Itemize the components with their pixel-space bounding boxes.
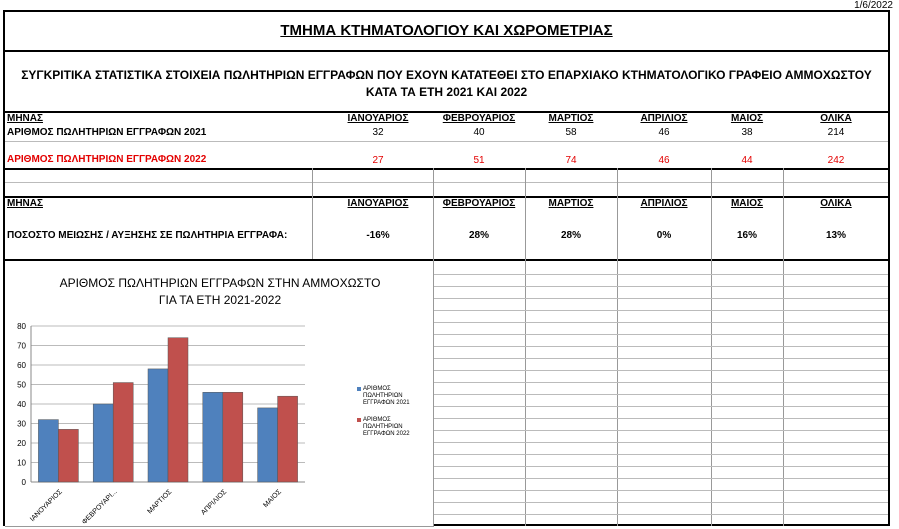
bar-2022-0 [58, 429, 78, 482]
legend-text-2022-l1: ΑΡΙΘΜΟΣ [363, 417, 391, 423]
bar-2022-1 [113, 383, 133, 482]
bar-2022-3 [223, 392, 243, 482]
table1-row-2021 [5, 127, 888, 141]
x-tick-label: ΜΑΙΟΣ [262, 488, 284, 510]
chart-title-line2: ΓΙΑ ΤΑ ΕΤΗ 2021-2022 [158, 293, 282, 307]
pct-feb: 28% [468, 230, 489, 241]
grid-line [433, 478, 888, 479]
pct-may: 16% [736, 230, 757, 241]
cell-2022-may: 44 [741, 155, 753, 166]
cell-2022-jan: 27 [372, 155, 384, 166]
grid-line [433, 430, 888, 431]
divider [5, 259, 888, 261]
col2-header-jan: ΙΑΝΟΥΑΡΙΟΣ [347, 198, 409, 209]
cell-2021-feb: 40 [473, 127, 485, 138]
grid-line [433, 406, 888, 407]
pct-apr: 0% [656, 230, 672, 241]
grid-line [433, 274, 888, 275]
pct-mar: 28% [560, 230, 581, 241]
grid-line [5, 182, 888, 183]
legend-text-2022-l3: ΕΓΓΡΑΦΩΝ 2022 [363, 431, 410, 437]
bar-2021-1 [93, 404, 113, 482]
y-tick-label: 10 [17, 458, 26, 468]
bar-2021-3 [203, 392, 223, 482]
legend-item-2022 [357, 417, 423, 438]
row-2021-label: ΑΡΙΘΜΟΣ ΠΩΛΗΤΗΡΙΩΝ ΕΓΓΡΑΦΩΝ 2021 [7, 127, 207, 138]
legend-text-2021-l1: ΑΡΙΘΜΟΣ [363, 386, 391, 392]
chart-legend [357, 386, 423, 448]
cell-2021-mar: 58 [565, 127, 577, 138]
cell-2022-total: 242 [827, 155, 845, 166]
legend-item-2021 [357, 386, 423, 407]
legend-swatch-2022 [357, 418, 361, 422]
cell-2022-feb: 51 [473, 155, 485, 166]
chart-box [5, 263, 434, 527]
report-sheet [3, 10, 890, 526]
grid-line [433, 382, 888, 383]
month-header-label-2: ΜΗΝΑΣ [7, 198, 43, 209]
table1-header-row [5, 113, 888, 127]
col2-header-apr: ΑΠΡΙΛΙΟΣ [640, 198, 688, 209]
col2-header-feb: ΦΕΒΡΟΥΑΡΙΟΣ [442, 198, 516, 209]
col-header-mar: ΜΑΡΤΙΟΣ [548, 113, 594, 124]
grid-line [433, 442, 888, 443]
cell-2022-apr: 46 [658, 155, 670, 166]
col-line [617, 168, 618, 526]
y-tick-label: 50 [17, 380, 26, 390]
report-date: 1/6/2022 [854, 0, 893, 11]
grid-line [433, 298, 888, 299]
cell-2022-mar: 74 [565, 155, 577, 166]
bar-2021-4 [258, 408, 278, 482]
pct-jan: -16% [366, 230, 390, 241]
legend-swatch-2021 [357, 387, 361, 391]
bar-2021-0 [38, 420, 58, 482]
grid-line [433, 490, 888, 491]
grid-line [433, 394, 888, 395]
bar-2022-4 [278, 396, 298, 482]
y-tick-label: 20 [17, 439, 26, 448]
table2-pct-row [5, 230, 888, 244]
cell-2021-total: 214 [827, 127, 845, 138]
legend-text-2022-l2: ΠΩΛΗΤΗΡΙΩΝ [363, 424, 403, 430]
cell-2021-may: 38 [741, 127, 753, 138]
col-line [312, 168, 313, 259]
col-line [711, 168, 712, 526]
pct-row-label: ΠΟΣΟΣΤΟ ΜΕΙΩΣΗΣ / ΑΥΞΗΣΗΣ ΣΕ ΠΩΛΗΤΗΡΙΑ ΕΓΓΡΑΦΑ: [7, 230, 288, 241]
x-tick-label: ΜΑΡΤΙΟΣ [146, 488, 174, 516]
y-tick-label: 40 [17, 400, 26, 409]
bar-chart [5, 303, 355, 528]
grid-line [5, 141, 888, 142]
grid-line [433, 454, 888, 455]
legend-text-2021-l3: ΕΓΓΡΑΦΩΝ 2021 [363, 400, 410, 406]
grid-line [433, 514, 888, 515]
y-tick-label: 80 [17, 322, 26, 331]
col-header-jan: ΙΑΝΟΥΑΡΙΟΣ [347, 113, 409, 124]
table1-row-2022 [5, 154, 888, 168]
col2-header-total: ΟΛΙΚΑ [820, 198, 852, 209]
grid-line [433, 286, 888, 287]
bar-2021-2 [148, 369, 168, 482]
grid-line [433, 334, 888, 335]
pct-total: 13% [825, 230, 846, 241]
grid-line [433, 502, 888, 503]
col-header-apr: ΑΠΡΙΛΙΟΣ [640, 113, 688, 124]
cell-2021-apr: 46 [658, 127, 670, 138]
col2-header-mar: ΜΑΡΤΙΟΣ [548, 198, 594, 209]
grid-line [433, 418, 888, 419]
y-tick-label: 70 [17, 341, 26, 351]
table2-header-row [5, 198, 888, 212]
grid-line [433, 466, 888, 467]
bar-2022-2 [168, 338, 188, 482]
row-2022-label: ΑΡΙΘΜΟΣ ΠΩΛΗΤΗΡΙΩΝ ΕΓΓΡΑΦΩΝ 2022 [7, 154, 207, 165]
report-subtitle: ΣΥΓΚΡΙΤΙΚΑ ΣΤΑΤΙΣΤΙΚΑ ΣΤΟΙΧΕΙΑ ΠΩΛΗΤΗΡΙΩΝ ΕΓΓΡΑΦΩΝ ΠΟΥ ΕΧΟΥΝ ΚΑΤΑΤΕΘΕΙ ΣΤΟ ΕΠΑΡΧΙΑΚΟ ΚΤΗΜΑΤΟΛΟΓΙΚΟ ΓΡΑΦΕΙΟ ΑΜΜΟΧΩΣΤΟΥ ΚΑΤΑ ΤΑ ΕΤΗ 2021 ΚΑΙ 2022 [21, 68, 872, 99]
grid-line [433, 346, 888, 347]
col-header-feb: ΦΕΒΡΟΥΑΡΙΟΣ [442, 113, 516, 124]
grid-line [433, 370, 888, 371]
col2-header-may: ΜΑΙΟΣ [730, 198, 764, 209]
chart-title-line1: ΑΡΙΘΜΟΣ ΠΩΛΗΤΗΡΙΩΝ ΕΓΓΡΑΦΩΝ ΣΤΗΝ ΑΜΜΟΧΩΣΤΟ [59, 276, 381, 290]
col-header-total: ΟΛΙΚΑ [820, 113, 852, 124]
y-tick-label: 60 [17, 361, 26, 370]
col-line [525, 168, 526, 526]
grid-line [433, 322, 888, 323]
month-header-label: ΜΗΝΑΣ [7, 113, 43, 124]
x-tick-label: ΦΕΒΡΟΥΑΡΙ... [81, 488, 119, 526]
y-tick-label: 0 [21, 478, 26, 487]
divider [5, 50, 888, 52]
col-header-may: ΜΑΙΟΣ [730, 113, 764, 124]
grid-line [433, 310, 888, 311]
x-tick-label: ΙΑΝΟΥΑΡΙΟΣ [29, 488, 64, 524]
x-tick-label: ΑΠΡΙΛΙΟΣ [200, 488, 229, 517]
cell-2021-jan: 32 [372, 127, 384, 138]
legend-text-2021-l2: ΠΩΛΗΤΗΡΙΩΝ [363, 393, 403, 399]
y-tick-label: 30 [17, 419, 26, 429]
department-title: ΤΜΗΜΑ ΚΤΗΜΑΤΟΛΟΓΙΟΥ ΚΑΙ ΧΩΡΟΜΕΤΡΙΑΣ [280, 22, 613, 39]
grid-line [433, 358, 888, 359]
divider [5, 168, 888, 170]
col-line [783, 168, 784, 526]
